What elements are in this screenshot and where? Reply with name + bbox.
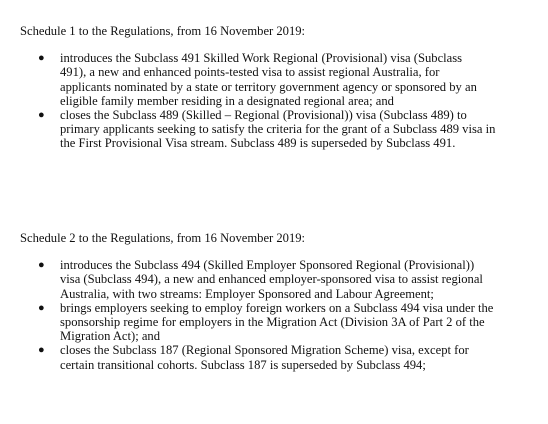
bullet-icon: ● [38,52,45,65]
list-item-line: closes the Subclass 489 (Skilled – Regional (Provisional)) visa (Subclass 489) to [60,108,467,123]
list-item-line: 491), a new and enhanced points-tested visa to assist regional Australia, for [60,65,440,80]
list-item [20,51,540,108]
bullet-icon: ● [38,301,45,314]
list-item-line: brings employers seeking to employ foreign workers on a Subclass 494 visa under the [60,300,494,315]
list-item-line: sponsorship regime for employers in the Migration Act (Division 3A of Part 2 of the [60,315,485,330]
list-item-line: primary applicants seeking to satisfy the criteria for the grant of a Subclass 489 visa in [60,122,496,137]
list-item [20,108,540,151]
list-item-line: introduces the Subclass 491 Skilled Work Regional (Provisional) visa (Subclass [60,51,463,66]
schedule-2-heading: Schedule 2 to the Regulations, from 16 November 2019: [20,231,306,245]
list-item-line: eligible family member residing in a designated regional area; and [60,93,394,108]
list-item [20,343,540,371]
schedule-1-section [20,24,540,151]
list-item-line: Australia, with two streams: Employer Sponsored and Labour Agreement; [60,286,434,301]
list-item [20,301,540,344]
list-item-line: the First Provisional Visa stream. Subclass 489 is superseded by Subclass 491. [60,136,456,151]
schedule-1-list [20,51,540,150]
schedule-1-heading: Schedule 1 to the Regulations, from 16 November 2019: [20,24,306,38]
list-item-line: closes the Subclass 187 (Regional Sponsored Migration Scheme) visa, except for [60,343,469,358]
list-item-line: visa (Subclass 494), a new and enhanced employer-sponsored visa to assist regional [60,272,483,287]
list-item-line: certain transitional cohorts. Subclass 187 is superseded by Subclass 494; [60,357,426,372]
schedule-2-section [20,231,540,372]
list-item [20,258,540,301]
list-item-line: applicants nominated by a state or territory government agency or sponsored by an [60,79,477,94]
bullet-icon: ● [38,109,45,122]
list-item-line: Migration Act); and [60,329,161,344]
bullet-icon: ● [38,344,45,357]
schedule-2-list [20,258,540,372]
list-item-line: introduces the Subclass 494 (Skilled Employer Sponsored Regional (Provisional)) [60,258,475,273]
bullet-icon: ● [38,259,45,272]
